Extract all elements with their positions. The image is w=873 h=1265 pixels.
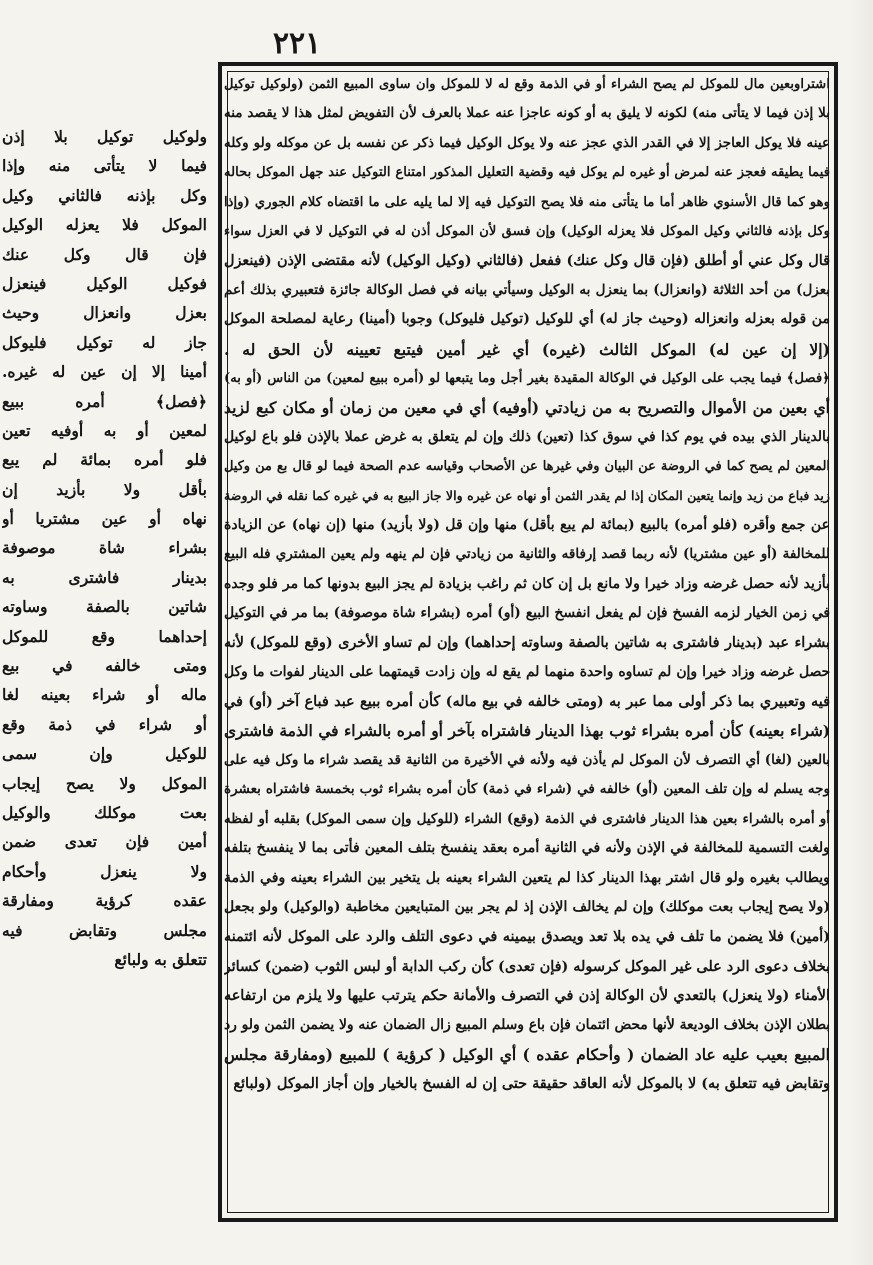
margin-text-line: بشراء شاة موصوفة — [2, 538, 207, 558]
margin-text-line: مجلس وتقابض فيه — [2, 920, 207, 940]
main-text-line: الأمناء (ولا ينعزل) بالتعدي لأن الوكالة إذن في التصرف والأمانة حكم يترتب عليها ولا يلزم من ارتفاعه — [224, 987, 830, 1005]
margin-text-line: ولوكيل توكيل بلا إذن — [2, 127, 207, 146]
main-text-line: وتقابض فيه تتعلق به) لا بالموكل لأنه العاقد حقيقة حتى إن له الفسخ بالخيار وإن أجاز الموكل (ولبائع — [233, 1075, 830, 1093]
margin-text-line: الموكل ولا يصح إيجاب — [2, 773, 207, 793]
margin-text-line: أو شراء في ذمة وقع — [2, 714, 207, 734]
margin-text-line: بأقل ولا بأزيد إن — [2, 479, 207, 499]
margin-text-line: وكل بإذنه فالثاني وكيل — [2, 185, 207, 205]
main-text-line: عن جمع وأقره (فلو أمره) بالبيع (بمائة لم يبع بأقل) منها وإن قل (ولا بأزيد) منها (إن نهاه) عن الزيادة — [224, 516, 830, 533]
main-text-line: ﴿فصل﴾ فيما يجب على الوكيل في الوكالة المقيدة بغير أجل وما يتبعها لو (أمره ببيع لمعين) من الناس (أو به) — [224, 370, 830, 386]
margin-text-line: لمعين أو به أوفيه تعين — [2, 420, 207, 440]
main-text-line: وهو كما قال الأسنوي ظاهر أما ما يتأتى منه فلا يصح التوكيل فيه إلا لما يليه على ما اقتضاه كلام الجوري (وإذا — [224, 194, 830, 210]
margin-text-line: للوكيل وإن سمى — [2, 744, 207, 764]
main-text-line: للمخالفة (أو عين مشتريا) لأنه ربما قصد إرفاقه والثانية من زيادتي فإن لم ينهه ولم يعين المشتري فله البيع — [224, 546, 830, 563]
margin-text-line: الموكل فلا يعزله الوكيل — [2, 215, 207, 235]
main-text-line: وكل بإذنه فالثاني وكيل الموكل فلا يعزله الوكيل) وإن فسق لأن الموكل أذن له في التوكيل لا في العزل سواء — [224, 223, 830, 239]
main-text-line: ويطالب بغيره ولو قال اشتر بهذا الدينار كذا لم يتعين الشراء بعينه بل يتخير بين الشراء بعينه وفي الذمة — [224, 869, 830, 886]
main-text-line: بأزيد لأنه حصل غرضه وزاد خيرا ولا مانع بل إن كان ثم راغب بزيادة لم يجز البيع بدونها كما مر فلو وجده — [224, 575, 830, 592]
scan-edge-shadow — [851, 0, 873, 1265]
margin-text-line: ومتى خالفه في بيع — [2, 656, 207, 676]
margin-text-line: فوكيل الوكيل فينعزل — [2, 273, 207, 293]
main-text-line: (أمين) فلا يضمن ما تلف في يده بلا تعد ويصدق بيمينه في دعوى التلف والرد على الموكل لأنه ائتمنه — [224, 928, 830, 946]
main-text-line: اشتراوبعين مال للموكل لم يصح الشراء أو في الذمة وقع له لا للموكل وان ساوى المبيع الثمن (ولوكيل توكيل — [224, 77, 830, 92]
margin-text-line: ولا ينعزل وأحكام — [2, 861, 207, 881]
margin-text-line: بعت موكلك والوكيل — [2, 802, 207, 822]
margin-text-line: أمينا إلا إن عين له غيره. — [2, 362, 207, 382]
margin-text-line: جاز له توكيل فليوكل — [2, 332, 207, 352]
main-text-line: زيد فباع من زيد وإنما يتعين المكان إذا لم يقدر الثمن أو نهاه عن غيره والا جاز البيع به في غيره كما نقله في الروضة — [224, 488, 830, 504]
margin-text-line: فلو أمره بمائة لم يبع — [2, 450, 207, 470]
main-commentary-text — [224, 70, 830, 1214]
main-text-line: أي بعين من الأموال والتصريح به من زيادتي (أوفيه) أي في معين من زمان أو مكان كبع لزيد — [224, 398, 830, 418]
main-text-line: فيه وتعبيري بما ذكر أولى مما عبر به (ومتى خالفه في بيع ماله) كأن أمره ببيع عبد فباع آخر (أو) في — [224, 693, 830, 711]
margin-text-line: أمين فإن تعدى ضمن — [2, 832, 207, 852]
main-text-line: المعين لم يصح كما في الروضة عن البيان وفي غيرها عن الأصحاب وقياسه عدم الصحة فيما لو قال بع من وكيل — [224, 459, 830, 475]
margin-text-line: ماله أو شراء بعينه لغا — [2, 685, 207, 705]
main-text-line: بخلاف دعوى الرد على غير الموكل كرسوله (فإن تعدى) كأن ركب الدابة أو لبس الثوب (ضمن) كسائر — [224, 957, 830, 975]
main-text-line: (إلا إن عين له) الموكل الثالث (غيره) أي غير أمين فيتبع تعيينه لأن الحق له . — [224, 339, 830, 359]
main-text-line: فيما يطيقه فعجز عنه لمرض أو غيره لم يوكل فيه وقضية التعليل المذكور امتناع التوكيل عند جهل الموكل بحاله — [224, 165, 830, 181]
margin-text-line: فيما لا يتأتى منه وإذا — [2, 156, 207, 176]
main-text-line: بالدينار الذي بيده في يوم كذا في سوق كذا (تعين) ذلك وإن لم يتعلق به غرض عملا بالإذن فلو باع لوكيل — [224, 428, 830, 445]
margin-text-line: فإن قال وكل عنك — [2, 244, 207, 264]
main-text-line: (شراء بعينه) كأن أمره بشراء ثوب بهذا الدينار فاشتراه بآخر أو أمره بالشراء في الذمة فاشترى — [224, 721, 830, 740]
main-text-line: من قوله بعزله وانعزاله (وحيث جاز له) أي للوكيل (توكيل فليوكل) وجوبا (أمينا) رعاية لمصلحة الموكل — [224, 311, 830, 328]
main-text-line: وجه يسلم له وإن تلف المعين (أو) خالفه في (شراء في ذمة) كأن أمره بشراء ثوب بخمسة فاشتراه بعشرة — [224, 781, 830, 798]
main-text-line: قال وكل عني أو أطلق (فإن قال وكل عنك) ففعل (فالثاني (وكيل الوكيل) لأنه مقتضى الإذن (فينعزل — [224, 252, 830, 270]
margin-text-line: تتعلق به ولبائع — [114, 949, 207, 969]
margin-text-line: إحداهما وقع للموكل — [2, 626, 207, 646]
main-text-line: أو أمره بالشراء بعين هذا الدينار فاشترى في الذمة (وقع) الشراء (للوكيل وإن سمى الموكل) بقلبه أو لفظه — [224, 810, 830, 827]
main-text-line: بعزل) من أحد الثلاثة (وانعزال) بما ينعزل به الوكيل وسيأتي بيانه في فصل الوكالة جائزة فتعبيري بذلك أعم — [224, 281, 830, 298]
main-text-line: حصل غرضه وزاد خيرا وإن لم تساوه واحدة منهما لم يقع له وإن زادت قيمتهما على الدينار لفوات ما وكل — [224, 663, 830, 680]
main-text-line: بطلان الإذن بخلاف الوديعة لأنها محض ائتمان فإن باع وسلم المبيع زال الضمان عنه ولا يضمن الثمن ولو رد — [224, 1016, 830, 1033]
main-text-line: المبيع بعيب عليه عاد الضمان ( وأحكام عقده ) أي الوكيل ( كرؤية ) للمبيع (ومفارقة مجلس — [224, 1044, 830, 1064]
margin-text-line: بدينار فاشترى به — [2, 567, 207, 587]
margin-matn-text — [2, 122, 207, 974]
main-text-line: بالعين (لغا) أي التصرف لأن الموكل لم يأذن فيه ولأنه في الأخيرة من الثانية قد يقصد شراء ما وكل فيه على — [224, 751, 830, 768]
main-text-line: عينه فلا يوكل العاجز إلا في القدر الذي عجز عنه ولا يوكل الوكيل فيما ذكر عن نفسه بل عن موكله ولو وكله — [224, 134, 830, 151]
main-text-line: في زمن الخيار لزمه الفسخ فإن لم يفعل انفسخ البيع (أو) أمره (بشراء شاة موصوفة) بما مر في التوكيل — [224, 605, 830, 622]
margin-text-line: نهاه أو عين مشتريا أو — [2, 509, 207, 529]
main-text-line: ولغت التسمية للمخالفة في الإذن ولأنه في الثانية أمره بعقد ينفسخ بتلف المعين فأتى بما لا ينفسخ بتلفه — [224, 840, 830, 857]
main-text-line: (ولا يصح إيجاب بعت موكلك) وإن لم يخالف الإذن إذ لم يجر بين المتبايعين مخاطبة (والوكيل) ولو بجعل — [224, 898, 830, 915]
margin-text-line: عقده كرؤية ومفارقة — [2, 891, 207, 911]
margin-text-line: بعزل وانعزال وحيث — [2, 303, 207, 323]
margin-text-line: ﴿فصل﴾ أمره ببيع — [2, 391, 207, 411]
main-text-line: بشراء عبد (بدينار فاشترى به شاتين بالصفة وساوته إحداهما) وإن لم تساو الأخرى (وقع للموكل) لأنه — [224, 634, 830, 652]
page-number: ٢٢١ — [272, 26, 322, 61]
margin-text-line: شاتين بالصفة وساوته — [2, 597, 207, 617]
main-text-line: بلا إذن فيما لا يتأتى منه) لكونه لا يليق به أو كونه عاجزا عنه عملا بالعرف لأن التفويض لمثل هذا لا يقصد منه — [224, 105, 830, 122]
